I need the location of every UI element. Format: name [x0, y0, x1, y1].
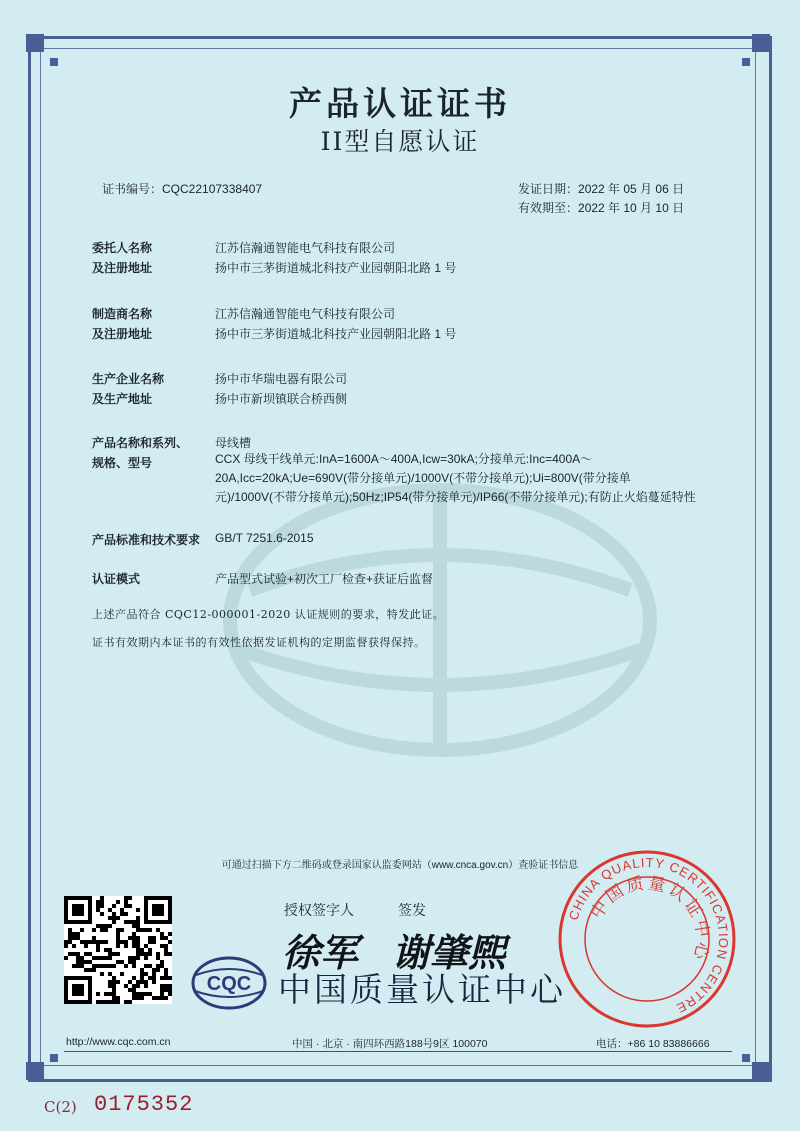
qr-module [84, 960, 88, 964]
qr-module [124, 944, 128, 948]
qr-module [104, 948, 108, 952]
qr-module [68, 952, 72, 956]
qr-module [96, 948, 100, 952]
qr-module [72, 952, 76, 956]
qr-module [168, 988, 172, 992]
product-label: 产品名称和系列、 [92, 436, 189, 450]
qr-module [72, 936, 76, 940]
footer-divider [64, 1051, 732, 1052]
qr-module [112, 952, 116, 956]
qr-module [92, 956, 96, 960]
qr-module [156, 996, 160, 1000]
qr-module [168, 932, 172, 936]
corner-ornament [50, 1054, 58, 1062]
qr-module [132, 956, 136, 960]
qr-module [104, 956, 108, 960]
qr-module [132, 984, 136, 988]
qr-module [92, 936, 96, 940]
qr-module [80, 928, 84, 932]
qr-module [96, 908, 100, 912]
qr-module [64, 944, 68, 948]
cqc-logo [190, 955, 268, 1011]
corner-ornament [752, 1062, 770, 1080]
qr-module [132, 964, 136, 968]
qr-module [124, 900, 128, 904]
expiry-date-value: 2022 年 10 月 10 日 [578, 201, 685, 215]
qr-module [156, 928, 160, 932]
client-label: 委托人名称 [92, 241, 153, 255]
client-name: 江苏信瀚通智能电气科技有限公司 [215, 241, 396, 255]
qr-module [156, 964, 160, 968]
qr-module [136, 936, 140, 940]
qr-module [148, 948, 152, 952]
qr-module [168, 940, 172, 944]
qr-module [100, 956, 104, 960]
qr-module [144, 944, 148, 948]
qr-module [100, 972, 104, 976]
qr-module [160, 976, 164, 980]
qr-module [136, 980, 140, 984]
product-spec-line: 20A,Icc=20kA;Ue=690V(带分接单元)/1000V(不带分接单元);Ui=800V(带分接单 [215, 471, 631, 485]
qr-module [116, 952, 120, 956]
qr-module [96, 956, 100, 960]
qr-module [160, 932, 164, 936]
qr-module [108, 952, 112, 956]
qr-module [160, 936, 164, 940]
corner-ornament [26, 34, 44, 52]
qr-module [116, 1000, 120, 1004]
qr-module [112, 912, 116, 916]
qr-module [128, 936, 132, 940]
qr-module [140, 980, 144, 984]
qr-module [116, 960, 120, 964]
qr-module [76, 952, 80, 956]
qr-finder [72, 984, 84, 996]
certificate-title: 产品认证证书 [289, 84, 511, 123]
org-phone: 电话：+86 10 83886666 [596, 1038, 710, 1050]
qr-module [152, 996, 156, 1000]
qr-module [108, 980, 112, 984]
qr-module [104, 928, 108, 932]
qr-module [104, 992, 108, 996]
maker-address: 扬中市三茅街道城北科技产业园朝阳北路 1 号 [215, 327, 457, 341]
corner-ornament [50, 58, 58, 66]
seal-outer-text: CHINA QUALITY CERTIFICATION CENTRE [565, 854, 732, 1017]
qr-module [140, 992, 144, 996]
qr-module [68, 940, 72, 944]
qr-module [164, 976, 168, 980]
qr-module [160, 996, 164, 1000]
qr-module [116, 944, 120, 948]
qr-module [144, 992, 148, 996]
factory-name: 扬中市华瑞电器有限公司 [215, 372, 348, 386]
qr-module [160, 964, 164, 968]
product-spec [215, 450, 715, 507]
qr-module [140, 968, 144, 972]
qr-module [136, 944, 140, 948]
factory-address: 扬中市新坝镇联合桥西侧 [215, 392, 348, 406]
qr-module [144, 972, 148, 976]
qr-module [160, 960, 164, 964]
qr-module [120, 912, 124, 916]
qr-module [124, 904, 128, 908]
qr-module [112, 964, 116, 968]
qr-module [116, 940, 120, 944]
qr-module [136, 996, 140, 1000]
qr-module [168, 984, 172, 988]
qr-module [164, 936, 168, 940]
qr-module [68, 936, 72, 940]
product-name: 母线槽 [215, 436, 252, 450]
qr-module [112, 996, 116, 1000]
qr-module [164, 972, 168, 976]
qr-module [128, 988, 132, 992]
qr-module [132, 920, 136, 924]
qr-module [92, 968, 96, 972]
qr-module [108, 948, 112, 952]
qr-module [120, 960, 124, 964]
qr-module [112, 988, 116, 992]
verification-note: 可通过扫描下方二维码或登录国家认监委网站（www.cnca.gov.cn）查验证书信息 [221, 860, 579, 871]
qr-module [80, 960, 84, 964]
qr-module [152, 968, 156, 972]
qr-module [104, 940, 108, 944]
qr-module [100, 912, 104, 916]
corner-ornament [26, 1062, 44, 1080]
qr-module [136, 916, 140, 920]
qr-module [72, 944, 76, 948]
qr-module [100, 964, 104, 968]
issue-date-value: 2022 年 05 月 06 日 [578, 182, 685, 196]
qr-module [128, 920, 132, 924]
qr-module [120, 928, 124, 932]
qr-module [140, 952, 144, 956]
qr-module [160, 992, 164, 996]
qr-module [92, 928, 96, 932]
qr-module [144, 952, 148, 956]
qr-module [148, 964, 152, 968]
corner-ornament [752, 34, 770, 52]
issue-date [518, 180, 684, 197]
qr-module [152, 976, 156, 980]
qr-module [116, 936, 120, 940]
qr-module [136, 924, 140, 928]
qr-module [100, 896, 104, 900]
qr-module [132, 944, 136, 948]
qr-code[interactable] [64, 896, 172, 1004]
qr-module [84, 940, 88, 944]
qr-module [92, 940, 96, 944]
mode-label: 认证模式 [92, 572, 141, 586]
qr-module [132, 936, 136, 940]
qr-module [136, 920, 140, 924]
qr-module [100, 924, 104, 928]
qr-module [148, 936, 152, 940]
qr-module [120, 908, 124, 912]
qr-module [76, 956, 80, 960]
qr-module [80, 956, 84, 960]
website-url[interactable]: http://www.cqc.com.cn [66, 1036, 171, 1048]
qr-module [128, 1000, 132, 1004]
qr-module [100, 928, 104, 932]
qr-module [80, 964, 84, 968]
qr-module [116, 996, 120, 1000]
certificate-number-label: 证书编号： [102, 182, 163, 196]
qr-module [112, 992, 116, 996]
qr-module [108, 984, 112, 988]
qr-module [88, 952, 92, 956]
qr-module [164, 952, 168, 956]
qr-module [96, 944, 100, 948]
qr-module [112, 976, 116, 980]
serial-number: 0175352 [94, 1092, 194, 1117]
qr-module [144, 980, 148, 984]
maker-address-label: 及注册地址 [92, 327, 153, 341]
maker-label: 制造商名称 [92, 307, 153, 321]
qr-module [68, 928, 72, 932]
issue-date-label: 发证日期： [518, 182, 579, 196]
qr-module [144, 984, 148, 988]
qr-module [112, 980, 116, 984]
qr-module [100, 940, 104, 944]
serial-prefix: C(2) [44, 1098, 77, 1116]
qr-module [148, 928, 152, 932]
qr-module [108, 972, 112, 976]
qr-module [112, 920, 116, 924]
qr-module [104, 1000, 108, 1004]
qr-module [136, 984, 140, 988]
qr-module [112, 904, 116, 908]
qr-module [128, 896, 132, 900]
qr-module [164, 968, 168, 972]
qr-module [96, 992, 100, 996]
standard-value: GB/T 7251.6-2015 [215, 531, 314, 545]
qr-module [128, 956, 132, 960]
qr-module [140, 948, 144, 952]
qr-module [164, 948, 168, 952]
qr-module [140, 972, 144, 976]
qr-module [80, 940, 84, 944]
qr-module [96, 900, 100, 904]
qr-module [156, 952, 160, 956]
qr-module [96, 924, 100, 928]
qr-module [128, 960, 132, 964]
qr-module [160, 988, 164, 992]
qr-module [136, 956, 140, 960]
qr-module [128, 980, 132, 984]
qr-module [76, 936, 80, 940]
qr-module [88, 968, 92, 972]
cqc-logo-text: CQC [206, 973, 252, 995]
qr-module [164, 944, 168, 948]
client-address: 扬中市三茅街道城北科技产业园朝阳北路 1 号 [215, 261, 457, 275]
qr-module [108, 956, 112, 960]
qr-module [116, 928, 120, 932]
qr-module [152, 940, 156, 944]
qr-module [96, 964, 100, 968]
qr-module [116, 932, 120, 936]
qr-module [136, 952, 140, 956]
qr-module [68, 932, 72, 936]
certificate-subtitle: II型自愿认证 [320, 127, 480, 156]
qr-module [128, 904, 132, 908]
qr-module [136, 940, 140, 944]
qr-module [156, 956, 160, 960]
qr-module [144, 956, 148, 960]
qr-module [132, 932, 136, 936]
qr-module [88, 960, 92, 964]
qr-module [148, 940, 152, 944]
qr-module [152, 936, 156, 940]
qr-module [124, 912, 128, 916]
client-address-label: 及注册地址 [92, 261, 153, 275]
qr-module [136, 992, 140, 996]
qr-module [112, 1000, 116, 1004]
qr-module [140, 928, 144, 932]
certificate-number-value: CQC22107338407 [162, 182, 263, 196]
qr-module [144, 964, 148, 968]
qr-module [136, 908, 140, 912]
qr-module [140, 996, 144, 1000]
qr-module [124, 1000, 128, 1004]
corner-ornament [742, 1054, 750, 1062]
qr-module [168, 976, 172, 980]
qr-module [168, 952, 172, 956]
issuer-signature: 谢肇煕 [392, 930, 507, 975]
qr-module [132, 996, 136, 1000]
authorized-signature: 徐军 [282, 930, 359, 975]
qr-module [100, 904, 104, 908]
qr-module [112, 916, 116, 920]
qr-module [132, 960, 136, 964]
qr-module [160, 984, 164, 988]
org-address: 中国 · 北京 · 南四环西路188号9区 100070 [292, 1038, 488, 1050]
qr-module [124, 984, 128, 988]
qr-module [124, 920, 128, 924]
qr-module [132, 992, 136, 996]
organization-name: 中国质量认证中心 [278, 971, 566, 1008]
expiry-date-label: 有效期至： [518, 201, 579, 215]
qr-module [104, 964, 108, 968]
qr-module [124, 896, 128, 900]
qr-module [124, 940, 128, 944]
qr-module [108, 916, 112, 920]
qr-module [148, 952, 152, 956]
qr-module [144, 928, 148, 932]
qr-module [164, 984, 168, 988]
qr-module [84, 952, 88, 956]
maker-name: 江苏信瀚通智能电气科技有限公司 [215, 307, 396, 321]
qr-module [132, 988, 136, 992]
qr-module [132, 940, 136, 944]
qr-module [116, 980, 120, 984]
qr-module [96, 1000, 100, 1004]
qr-module [104, 924, 108, 928]
factory-address-label: 及生产地址 [92, 392, 153, 406]
authorized-signatory-label: 授权签字人 [284, 902, 354, 918]
qr-module [116, 900, 120, 904]
qr-module [76, 964, 80, 968]
qr-module [168, 992, 172, 996]
expiry-date [518, 199, 684, 216]
qr-module [84, 968, 88, 972]
qr-module [152, 972, 156, 976]
corner-ornament [742, 58, 750, 66]
issuer-label: 签发 [398, 902, 426, 918]
product-spec-label: 规格、型号 [92, 456, 153, 470]
qr-module [108, 1000, 112, 1004]
qr-module [84, 944, 88, 948]
qr-finder [152, 904, 164, 916]
qr-module [76, 960, 80, 964]
qr-module [164, 996, 168, 1000]
certificate-number [102, 180, 262, 197]
qr-module [108, 964, 112, 968]
qr-module [148, 976, 152, 980]
conformity-note: 上述产品符合 CQC12-000001-2020 认证规则的要求，特发此证。 [92, 608, 445, 621]
qr-module [88, 940, 92, 944]
product-spec-line: CCX 母线干线单元:InA=1600A～400A,Icw=30kA;分接单元:Inc=400A～ [215, 452, 593, 466]
qr-module [132, 924, 136, 928]
qr-module [96, 940, 100, 944]
qr-module [96, 904, 100, 908]
seal-inner-text: 中国质量认证中心 [587, 873, 713, 965]
qr-module [76, 932, 80, 936]
qr-module [108, 924, 112, 928]
qr-module [152, 980, 156, 984]
qr-module [140, 976, 144, 980]
official-seal [556, 848, 738, 1030]
qr-module [108, 992, 112, 996]
qr-module [132, 976, 136, 980]
mode-value: 产品型式试验+初次工厂检查+获证后监督 [215, 572, 434, 586]
qr-module [156, 968, 160, 972]
qr-module [136, 948, 140, 952]
product-spec-line: 元)/1000V(不带分接单元);50Hz;IP54(带分接单元)/IP66(不带分接单元);有防止火焰蔓延特性 [215, 490, 696, 504]
qr-module [164, 988, 168, 992]
qr-module [148, 992, 152, 996]
qr-module [100, 900, 104, 904]
qr-module [124, 964, 128, 968]
qr-module [120, 940, 124, 944]
qr-module [64, 956, 68, 960]
qr-module [160, 944, 164, 948]
qr-module [72, 964, 76, 968]
qr-module [92, 964, 96, 968]
qr-module [100, 1000, 104, 1004]
qr-finder [72, 904, 84, 916]
validity-note: 证书有效期内本证书的有效性依据发证机构的定期监督获得保持。 [92, 636, 426, 649]
qr-module [120, 972, 124, 976]
qr-module [112, 984, 116, 988]
factory-label: 生产企业名称 [92, 372, 165, 386]
qr-module [116, 916, 120, 920]
qr-module [64, 940, 68, 944]
qr-module [136, 928, 140, 932]
standard-label: 产品标准和技术要求 [92, 533, 201, 547]
qr-module [72, 932, 76, 936]
qr-module [108, 908, 112, 912]
